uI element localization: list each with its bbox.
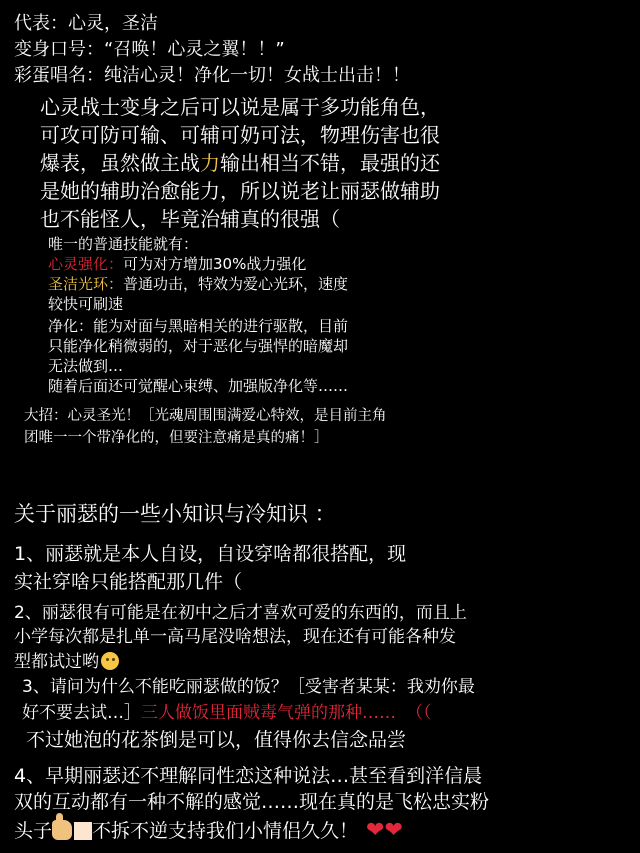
skill-2-desc-cont: 较快可刷速 (48, 295, 124, 313)
skin-tone-icon (74, 822, 92, 840)
skill-2-desc: 普通功击，特效为爱心光环，速度 (123, 275, 349, 293)
skill-3-line-2: 只能净化稍微弱的，对于恶化与强悍的暗魔却 (48, 337, 349, 355)
thumbs-up-icon (52, 820, 72, 840)
ultimate-line-2: 团唯一一个带净化的，但要注意痛是真的痛！］ (24, 430, 329, 446)
trivia-2-line-1: 2、丽瑟很有可能是在初中之后才喜欢可爱的东西的，而且上 (14, 603, 467, 623)
heart-icon: ❤ (366, 818, 385, 843)
trivia-2-line-2: 小学每次都是扎单一高马尾没啥想法，现在还有可能各种发 (14, 627, 456, 647)
trivia-3-line-2a: 好不要去试…］ (22, 703, 141, 723)
intro-line-3c: 输出相当不错，最强的还 (220, 151, 440, 175)
trivia-4-line-1: 4、早期丽瑟还不理解同性恋这种说法…甚至看到洋信晨 (14, 765, 483, 787)
intro-line-5: 也不能怪人，毕竟治辅真的很强（ (40, 207, 340, 231)
skill-1-name: 心灵强化： (48, 255, 124, 273)
trivia-heading: 关于丽瑟的一些小知识与冷知识 ： (14, 502, 336, 526)
trivia-4-line-2: 双的互动都有一种不解的感觉……现在真的是飞松忠实粉 (14, 791, 490, 813)
trivia-2-line-3-text: 型都试过哟 (14, 652, 99, 672)
thinking-face-icon (101, 652, 119, 670)
intro-line-4: 是她的辅助治愈能力，所以说老让丽瑟做辅助 (40, 179, 440, 203)
trivia-1-line-2: 实社穿啥只能搭配那几件（ (14, 571, 243, 593)
skill-2 (48, 276, 348, 293)
trivia-3-line-1: 3、请问为什么不能吃丽瑟做的饭？［受害者某某：我劝你最 (22, 677, 475, 697)
trivia-2-line-3 (14, 652, 119, 673)
intro-line-3a: 爆表，虽然做主战 (40, 151, 200, 175)
trivia-4-line-3 (14, 818, 403, 843)
trivia-3-line-2c: （（ (406, 703, 432, 723)
trivia-4-line-3b: 不拆不逆支持我们小情侣久久！ (92, 820, 359, 842)
skills-title: 唯一的普通技能就有： (48, 235, 199, 253)
header-line-3: 彩蛋唱名：纯洁心灵！净化一切！女战士出击！！ (14, 65, 410, 86)
trivia-3-highlight: 三人做饭里面贼毒气弹的那种…… (141, 703, 396, 723)
ultimate-line-1: 大招：心灵圣光！［光魂周围围满爱心特效，是目前主角 (24, 408, 387, 424)
skill-2-name: 圣洁光环： (48, 275, 124, 293)
trivia-3-line-2 (22, 704, 432, 724)
heart-icon-2: ❤ (384, 818, 403, 843)
trivia-4-line-3a: 头子 (14, 820, 53, 842)
skill-1-desc: 可为对方增加30%战力强化 (123, 255, 307, 273)
intro-line-1: 心灵战士变身之后可以说是属于多功能角色， (40, 95, 440, 119)
header-line-1: 代表：心灵，圣洁 (14, 13, 158, 34)
intro-highlight-li: 力 (200, 151, 220, 175)
trivia-3-line-3: 不过她泡的花茶倒是可以，值得你去信念品尝 (26, 729, 407, 751)
skill-1 (48, 256, 306, 273)
trivia-1-line-1: 1、丽瑟就是本人自设，自设穿啥都很搭配，现 (14, 543, 407, 565)
skill-3-line-3: 无法做到… (48, 357, 124, 375)
skill-3-line-1: 净化：能为对面与黑暗相关的进行驱散，目前 (48, 317, 349, 335)
skill-4: 随着后面还可觉醒心束缚、加强版净化等…… (48, 377, 349, 395)
intro-line-3 (40, 152, 440, 175)
intro-line-2: 可攻可防可输、可辅可奶可法，物理伤害也很 (40, 123, 440, 147)
header-line-2: 变身口号：“召唤！心灵之翼！！” (14, 39, 285, 60)
